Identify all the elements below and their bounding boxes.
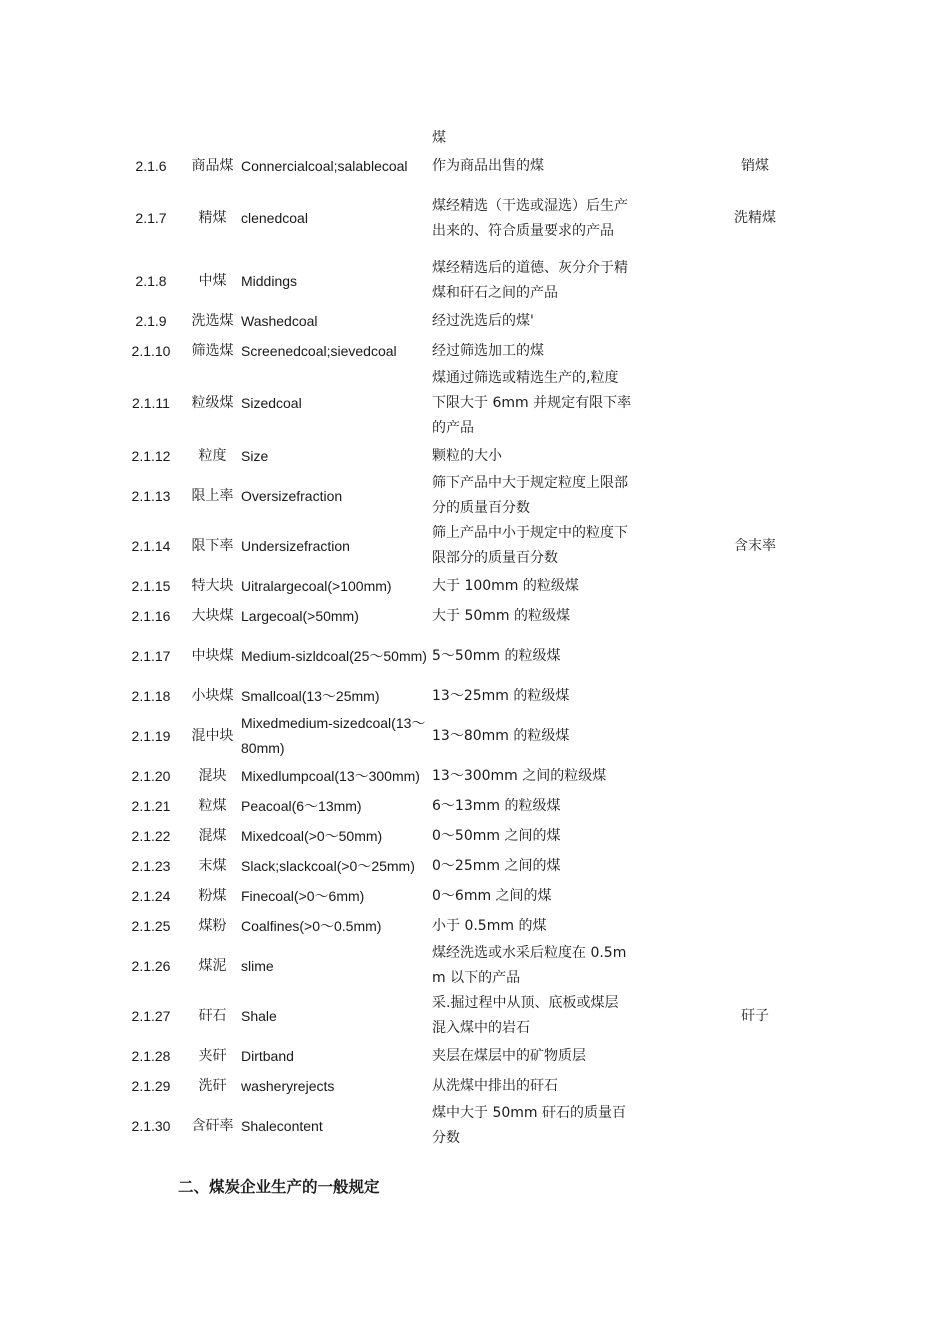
term-number: 2.1.6 [135, 157, 167, 174]
term-alias [632, 681, 878, 711]
term-english: clenedcoal [241, 210, 308, 226]
term-alias: 含末率 [734, 537, 776, 554]
term-alias [632, 366, 878, 441]
term-english: Shalecontent [241, 1117, 323, 1134]
coal-terms-table [118, 151, 878, 1151]
term-alias: 销煤 [741, 157, 769, 174]
term-number: 2.1.14 [131, 537, 171, 554]
term-number: 2.1.20 [131, 767, 171, 784]
table-row [118, 681, 878, 711]
term-english: Washedcoal [241, 312, 318, 329]
table-row [118, 471, 878, 521]
term-definition: 5～50mm 的粒级煤 [432, 647, 561, 664]
term-chinese: 混煤 [198, 827, 227, 844]
term-alias [632, 441, 878, 471]
term-number: 2.1.15 [131, 577, 171, 594]
term-chinese: 中煤 [198, 272, 227, 289]
term-number: 2.1.24 [131, 887, 171, 904]
term-alias [632, 761, 878, 791]
term-number: 2.1.29 [131, 1077, 171, 1094]
term-chinese: 精煤 [198, 210, 227, 226]
term-chinese: 洗矸 [198, 1077, 227, 1094]
term-alias [632, 711, 878, 761]
term-alias [632, 791, 878, 821]
term-number: 2.1.17 [131, 647, 171, 664]
term-english: Slack;slackcoal(>0～25mm) [241, 857, 415, 874]
term-english: slime [241, 957, 274, 974]
term-chinese: 粒度 [198, 447, 227, 464]
term-chinese: 商品煤 [191, 157, 234, 174]
term-chinese: 夹矸 [198, 1047, 227, 1064]
term-definition: 大于 100mm 的粒级煤 [432, 577, 579, 594]
term-number: 2.1.16 [131, 607, 171, 624]
term-chinese: 粒煤 [198, 797, 227, 814]
term-alias [632, 306, 878, 336]
term-number: 2.1.19 [131, 727, 171, 744]
term-definition: 颗粒的大小 [432, 447, 502, 464]
term-definition: 煤中大于 50mm 矸石的质量百分数 [432, 1105, 626, 1146]
term-alias [632, 911, 878, 941]
term-alias [632, 851, 878, 881]
table-row [118, 881, 878, 911]
term-definition: 6～13mm 的粒级煤 [432, 797, 561, 814]
table-row [118, 711, 878, 761]
table-row [118, 181, 878, 256]
table-row [118, 521, 878, 571]
term-english: Uitralargecoal(>100mm) [241, 577, 392, 594]
term-definition: 0～25mm 之间的煤 [432, 857, 561, 874]
table-row [118, 336, 878, 366]
term-alias [632, 1071, 878, 1101]
term-definition: 采.掘过程中从顶、底板或煤层混入煤中的岩石 [432, 995, 619, 1036]
table-row [118, 761, 878, 791]
term-english: Screenedcoal;sievedcoal [241, 342, 397, 359]
term-chinese: 混块 [198, 767, 227, 784]
term-english: Middings [241, 272, 298, 289]
table-row [118, 911, 878, 941]
term-chinese: 筛选煤 [191, 342, 234, 359]
table-row [118, 1041, 878, 1071]
term-chinese: 含矸率 [191, 1117, 234, 1134]
term-number: 2.1.9 [135, 312, 167, 329]
term-number: 2.1.8 [135, 272, 167, 289]
term-english: Shale [241, 1007, 277, 1024]
term-english: Coalfines(>0～0.5mm) [241, 917, 382, 934]
term-english: Mixedcoal(>0～50mm) [241, 827, 383, 844]
table-row [118, 851, 878, 881]
term-english: Sizedcoal [241, 395, 302, 411]
term-definition: 经过筛选加工的煤 [432, 342, 544, 359]
term-chinese: 煤粉 [198, 917, 227, 934]
table-row [118, 941, 878, 991]
table-row [118, 306, 878, 336]
term-alias [632, 571, 878, 601]
term-alias [632, 1101, 878, 1151]
table-row [118, 1071, 878, 1101]
table-row [118, 821, 878, 851]
term-number: 2.1.21 [131, 797, 171, 814]
term-number: 2.1.30 [131, 1117, 171, 1134]
term-alias [632, 336, 878, 366]
table-row [118, 1101, 878, 1151]
term-alias [632, 471, 878, 521]
term-definition: 筛下产品中大于规定粒度上限部分的质量百分数 [432, 475, 628, 516]
term-alias [632, 881, 878, 911]
term-definition: 煤通过筛选或精选生产的,粒度下限大于 6mm 并规定有限下率的产品 [432, 370, 632, 436]
term-chinese: 中块煤 [191, 647, 234, 664]
term-definition: 从洗煤中排出的矸石 [432, 1077, 558, 1094]
table-row [118, 256, 878, 306]
term-number: 2.1.26 [131, 957, 171, 974]
term-english: Connercialcoal;salablecoal [241, 157, 408, 174]
term-alias [632, 821, 878, 851]
term-definition: 13～300mm 之间的粒级煤 [432, 767, 607, 784]
term-alias [632, 631, 878, 681]
term-definition: 煤经精选后的道德、灰分介于精煤和矸石之间的产品 [432, 260, 628, 301]
term-definition: 0～6mm 之间的煤 [432, 887, 552, 904]
term-chinese: 粒级煤 [191, 395, 234, 411]
table-row [118, 571, 878, 601]
term-definition: 煤经洗选或水采后粒度在 0.5mm 以下的产品 [432, 945, 627, 986]
term-english: Finecoal(>0～6mm) [241, 887, 365, 904]
term-english: Smallcoal(13～25mm) [241, 687, 380, 704]
table-row [118, 991, 878, 1041]
term-chinese: 洗选煤 [191, 312, 234, 329]
term-chinese: 粉煤 [198, 887, 227, 904]
term-definition: 小于 0.5mm 的煤 [432, 917, 547, 934]
term-number: 2.1.27 [131, 1007, 171, 1024]
term-number: 2.1.12 [131, 447, 171, 464]
term-alias: 洗精煤 [734, 210, 776, 226]
term-chinese: 特大块 [191, 577, 234, 594]
term-number: 2.1.7 [135, 210, 167, 226]
table-row [118, 441, 878, 471]
term-definition: 作为商品出售的煤 [432, 157, 544, 174]
term-number: 2.1.25 [131, 917, 171, 934]
term-alias [632, 1041, 878, 1071]
term-english: Undersizefraction [241, 537, 350, 554]
term-chinese: 煤泥 [198, 957, 227, 974]
table-row [118, 151, 878, 181]
term-english: Mixedmedium-sizedcoal(13～80mm) [241, 715, 426, 756]
term-alias: 矸子 [741, 1007, 769, 1024]
table-row [118, 601, 878, 631]
continued-definition-fragment: 煤 [432, 130, 446, 146]
table-row [118, 631, 878, 681]
term-number: 2.1.22 [131, 827, 171, 844]
table-row [118, 366, 878, 441]
term-chinese: 混中块 [191, 727, 234, 744]
term-english: Mixedlumpcoal(13～300mm) [241, 767, 420, 784]
term-number: 2.1.10 [131, 342, 171, 359]
term-alias [632, 941, 878, 991]
term-definition: 13～80mm 的粒级煤 [432, 727, 570, 744]
term-number: 2.1.13 [131, 487, 171, 504]
term-alias [632, 256, 878, 306]
term-chinese: 末煤 [198, 857, 227, 874]
term-definition: 经过洗选后的煤' [432, 312, 534, 329]
terms-table-body [118, 151, 878, 1151]
term-chinese: 矸石 [198, 1007, 227, 1024]
term-number: 2.1.23 [131, 857, 171, 874]
term-definition: 0～50mm 之间的煤 [432, 827, 561, 844]
term-english: Size [241, 447, 269, 464]
term-definition: 煤经精选（干选或湿选）后生产出来的、符合质量要求的产品 [432, 197, 628, 239]
term-chinese: 限下率 [191, 537, 234, 554]
term-number: 2.1.11 [132, 395, 170, 411]
term-definition: 夹层在煤层中的矿物质层 [432, 1047, 586, 1064]
term-chinese: 大块煤 [191, 607, 234, 624]
term-english: Oversizefraction [241, 487, 343, 504]
term-english: Medium-sizldcoal(25～50mm) [241, 647, 427, 664]
term-english: Largecoal(>50mm) [241, 607, 359, 624]
term-english: Dirtband [241, 1047, 294, 1064]
table-row [118, 791, 878, 821]
term-number: 2.1.28 [131, 1047, 171, 1064]
section-heading: 二、煤炭企业生产的一般规定 [178, 1178, 380, 1196]
term-english: washeryrejects [241, 1077, 335, 1094]
term-definition: 13～25mm 的粒级煤 [432, 687, 570, 704]
term-definition: 大于 50mm 的粒级煤 [432, 607, 570, 624]
term-chinese: 小块煤 [191, 687, 234, 704]
term-english: Peacoal(6～13mm) [241, 797, 362, 814]
term-number: 2.1.18 [131, 687, 171, 704]
term-chinese: 限上率 [191, 487, 234, 504]
term-alias [632, 601, 878, 631]
term-definition: 筛上产品中小于规定中的粒度下限部分的质量百分数 [432, 525, 628, 566]
